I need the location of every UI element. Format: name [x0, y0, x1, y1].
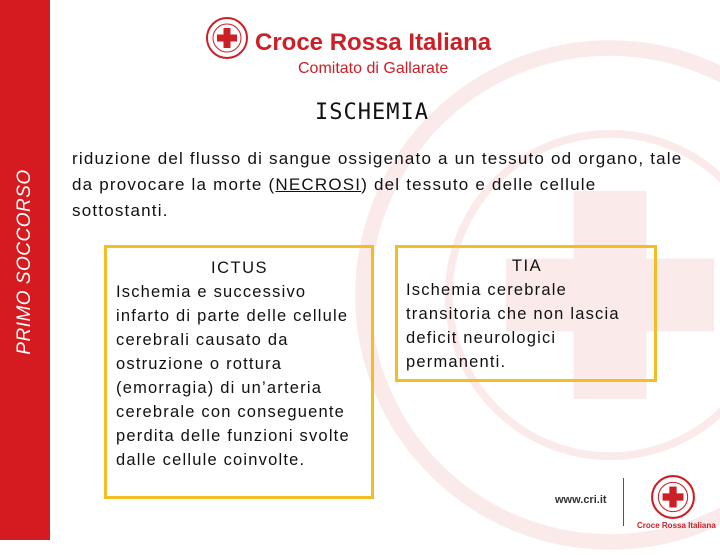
tia-box — [395, 245, 657, 382]
org-committee: Comitato di Gallarate — [298, 60, 449, 77]
footer-url: www.cri.it — [555, 494, 607, 506]
side-banner — [0, 0, 50, 540]
footer-red-cross-icon — [650, 474, 696, 520]
red-cross-logo-icon — [205, 16, 249, 60]
ictus-box — [104, 245, 374, 499]
page-title: ISCHEMIA — [315, 100, 429, 125]
ictus-title: ICTUS — [211, 259, 268, 277]
definition-start: riduzione del flusso di sangue ossigenato a un tessuto od organo, tale da provocare la morte ( — [72, 149, 683, 194]
tia-text: Ischemia cerebrale transitoria che non lascia deficit neurologici permanenti. — [406, 281, 620, 371]
footer-divider — [623, 478, 624, 526]
tia-title: TIA — [511, 257, 543, 275]
footer-org-name: Croce Rossa Italiana — [637, 521, 716, 530]
ictus-text: Ischemia e successivo infarto di parte delle cellule cerebrali causato da ostruzione o rottura (emorragia) di un’arteria cerebrale con conseguente perdita delle funzioni svolte dalle cellule coinvolte. — [116, 283, 350, 469]
org-name: Croce Rossa Italiana — [255, 29, 492, 56]
definition-end: ) del tessuto e delle cellule sottostanti. — [72, 175, 597, 220]
definition-necrosi: NECROSI — [275, 175, 362, 194]
side-banner-label: PRIMO SOCCORSO — [14, 169, 35, 355]
definition-text — [72, 146, 692, 224]
